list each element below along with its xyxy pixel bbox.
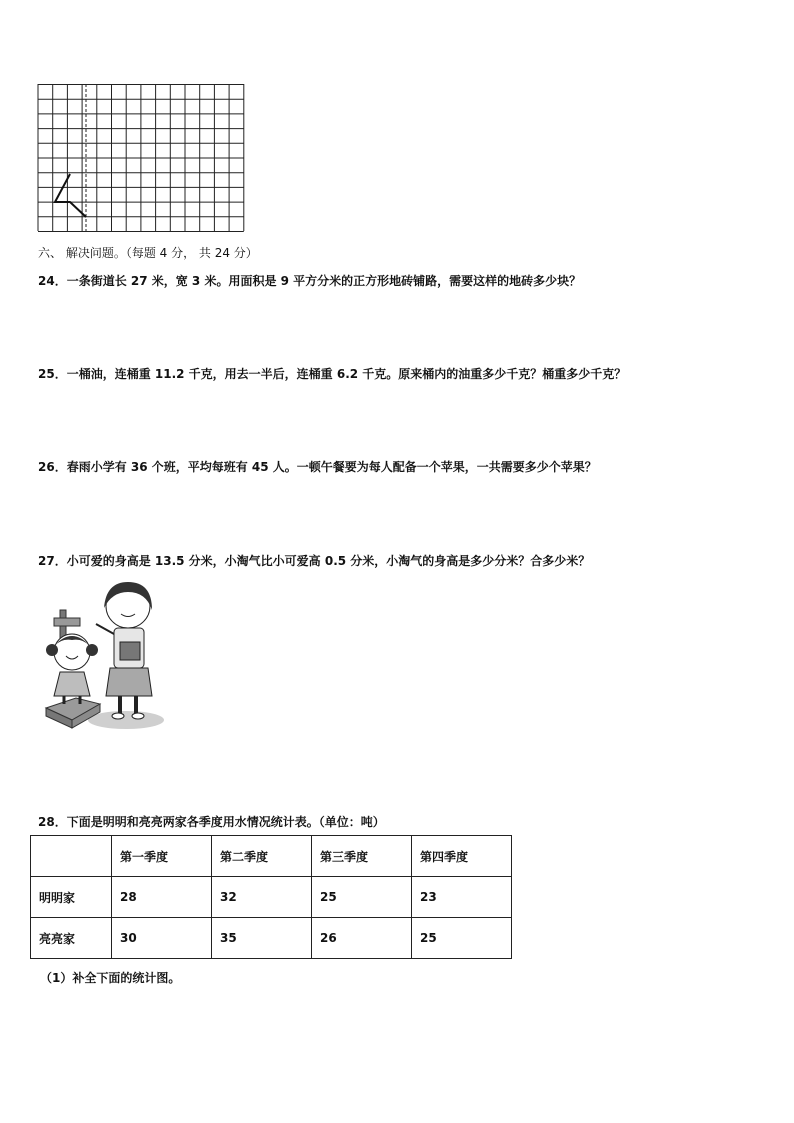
table-cell: 25: [412, 918, 512, 959]
table-header-cell: 第四季度: [412, 836, 512, 877]
table-header-cell: 第一季度: [112, 836, 212, 877]
grid-figure: [37, 84, 245, 234]
table-cell: 32: [212, 877, 312, 918]
question-27: 27．小可爱的身高是 13.5 分米，小淘气比小可爱高 0.5 分米，小淘气的身高是多少分米？合多少米？: [38, 554, 591, 568]
table-header-cell: 第三季度: [312, 836, 412, 877]
table-cell: 明明家: [31, 877, 112, 918]
grid-lines: [38, 84, 244, 232]
table-row: [31, 918, 512, 959]
table-header-cell: [31, 836, 112, 877]
table-cell: 30: [112, 918, 212, 959]
question-28: 28．下面是明明和亮亮两家各季度用水情况统计表。（单位：吨）: [38, 815, 385, 829]
question-24: 24．一条街道长 27 米，宽 3 米。用面积是 9 平方分米的正方形地砖铺路，需要这样的地砖多少块？: [38, 274, 582, 288]
section-title: 六、 解决问题。（每题 4 分， 共 24 分）: [38, 246, 258, 260]
table-cell: 亮亮家: [31, 918, 112, 959]
table-header-row: [31, 836, 512, 877]
table-cell: 28: [112, 877, 212, 918]
table-header-cell: 第二季度: [212, 836, 312, 877]
question-26: 26．春雨小学有 36 个班，平均每班有 45 人。一顿午餐要为每人配备一个苹果，一共需要多少个苹果？: [38, 460, 597, 474]
table-row: [31, 877, 512, 918]
question-25: 25．一桶油，连桶重 11.2 千克，用去一半后，连桶重 6.2 千克。原来桶内的油重多少千克？桶重多少千克？: [38, 367, 627, 381]
water-usage-table: [30, 835, 512, 959]
girls-measuring-illustration: [36, 580, 170, 736]
table-cell: 35: [212, 918, 312, 959]
table-cell: 26: [312, 918, 412, 959]
table-cell: 23: [412, 877, 512, 918]
table-cell: 25: [312, 877, 412, 918]
sub-question-1: （1）补全下面的统计图。: [40, 971, 181, 985]
half-shape: [55, 174, 86, 217]
